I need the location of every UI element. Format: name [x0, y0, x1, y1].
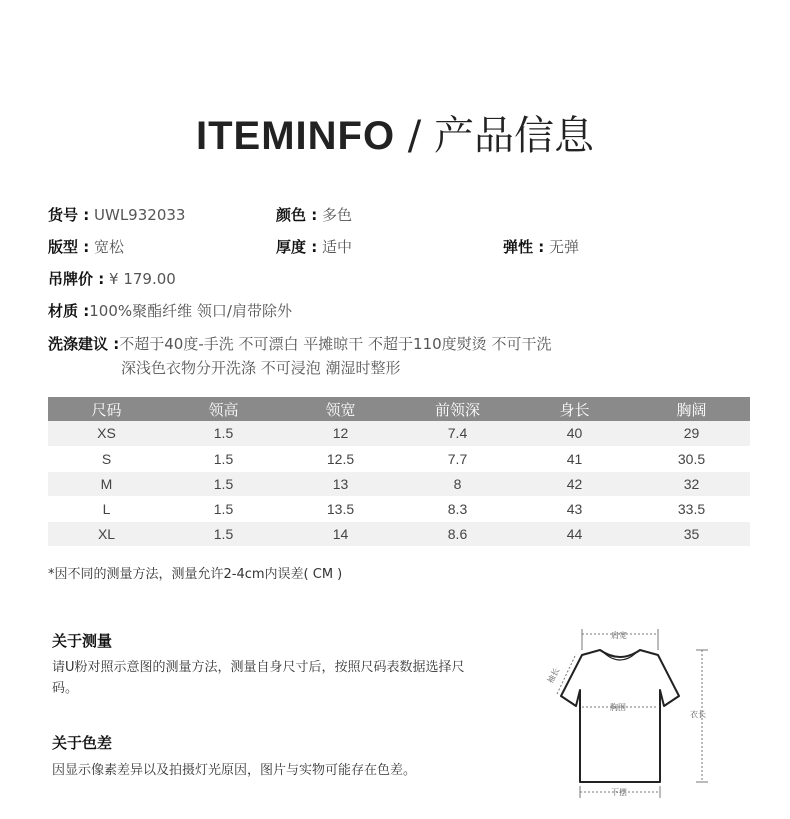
table-cell: 14: [282, 521, 399, 546]
table-cell: 35: [633, 521, 750, 546]
table-cell: 8: [399, 471, 516, 496]
elasticity-label: 弹性 :: [503, 238, 545, 256]
table-cell: 32: [633, 471, 750, 496]
header-collar-height: 领高: [165, 397, 282, 421]
table-cell: 1.5: [165, 446, 282, 471]
table-cell: XL: [48, 521, 165, 546]
tshirt-measurement-diagram: [540, 622, 740, 807]
measure-section-title: 关于测量: [52, 632, 113, 650]
size-table: [48, 397, 750, 547]
material-value: 100%聚酯纤维 领口/肩带除外: [89, 302, 292, 320]
header-body-length: 身长: [516, 397, 633, 421]
sku-label: 货号 :: [48, 206, 90, 224]
sleeve-label: 袖长: [545, 666, 562, 685]
table-row: [48, 496, 750, 521]
shoulder-label: 肩宽: [611, 631, 627, 640]
wash-line-2: 深浅色衣物分开洗涤 不可浸泡 潮湿时整形: [121, 359, 401, 377]
title-separator: /: [407, 113, 422, 159]
thickness-field: [276, 237, 352, 257]
material-field: [48, 301, 292, 321]
table-cell: 42: [516, 471, 633, 496]
elasticity-field: [503, 237, 579, 257]
thickness-value: 适中: [322, 238, 353, 256]
table-cell: M: [48, 471, 165, 496]
color-value: 多色: [322, 206, 353, 224]
wash-label: 洗涤建议 :: [48, 335, 120, 353]
wash-field: [48, 334, 551, 354]
table-cell: 7.4: [399, 421, 516, 446]
length-label: 衣长: [690, 710, 706, 719]
table-row: [48, 521, 750, 546]
header-collar-width: 领宽: [282, 397, 399, 421]
table-cell: S: [48, 446, 165, 471]
sku-field: [48, 205, 185, 225]
price-field: [48, 269, 176, 289]
table-cell: 1.5: [165, 521, 282, 546]
table-cell: 29: [633, 421, 750, 446]
table-cell: 13: [282, 471, 399, 496]
table-cell: 12.5: [282, 446, 399, 471]
table-cell: 1.5: [165, 471, 282, 496]
table-cell: 44: [516, 521, 633, 546]
table-cell: 8.6: [399, 521, 516, 546]
color-field: [276, 205, 352, 225]
measurement-note: *因不同的测量方法，测量允许2-4cm内误差( CM ): [48, 567, 343, 582]
sku-value: UWL932033: [94, 206, 186, 224]
fit-label: 版型 :: [48, 238, 90, 256]
table-cell: L: [48, 496, 165, 521]
table-cell: 40: [516, 421, 633, 446]
measure-section-text: 请U粉对照示意图的测量方法，测量自身尺寸后，按照尺码表数据选择尺码。: [52, 660, 465, 696]
title-chinese: 产品信息: [434, 113, 594, 159]
table-cell: 1.5: [165, 496, 282, 521]
table-row: [48, 471, 750, 496]
table-cell: 13.5: [282, 496, 399, 521]
size-table-header: [48, 397, 750, 421]
thickness-label: 厚度 :: [276, 238, 318, 256]
table-cell: 1.5: [165, 421, 282, 446]
page-title: [0, 104, 790, 161]
chest-label: 胸围: [610, 703, 626, 712]
table-cell: 33.5: [633, 496, 750, 521]
header-size: 尺码: [48, 397, 165, 421]
table-cell: 8.3: [399, 496, 516, 521]
fit-field: [48, 237, 124, 257]
hem-label: 下摆: [611, 788, 627, 797]
title-english: ITEMINFO: [195, 114, 396, 158]
table-cell: 12: [282, 421, 399, 446]
table-row: [48, 421, 750, 446]
color-label: 颜色 :: [276, 206, 318, 224]
price-label: 吊牌价 :: [48, 270, 105, 288]
header-chest-width: 胸阔: [633, 397, 750, 421]
table-cell: 30.5: [633, 446, 750, 471]
price-value: ¥ 179.00: [109, 270, 176, 288]
tshirt-icon: [540, 622, 740, 807]
elasticity-value: 无弹: [549, 238, 580, 256]
material-label: 材质 :: [48, 302, 90, 320]
table-cell: 43: [516, 496, 633, 521]
table-cell: XS: [48, 421, 165, 446]
color-diff-section-text: 因显示像素差异以及拍摄灯光原因，图片与实物可能存在色差。: [52, 763, 417, 778]
header-front-neck-depth: 前领深: [399, 397, 516, 421]
wash-line-1: 不超于40度-手洗 不可漂白 平摊晾干 不超于110度熨烫 不可干洗: [119, 335, 552, 353]
color-diff-section-title: 关于色差: [52, 734, 113, 752]
fit-value: 宽松: [94, 238, 125, 256]
table-row: [48, 446, 750, 471]
table-cell: 41: [516, 446, 633, 471]
table-cell: 7.7: [399, 446, 516, 471]
